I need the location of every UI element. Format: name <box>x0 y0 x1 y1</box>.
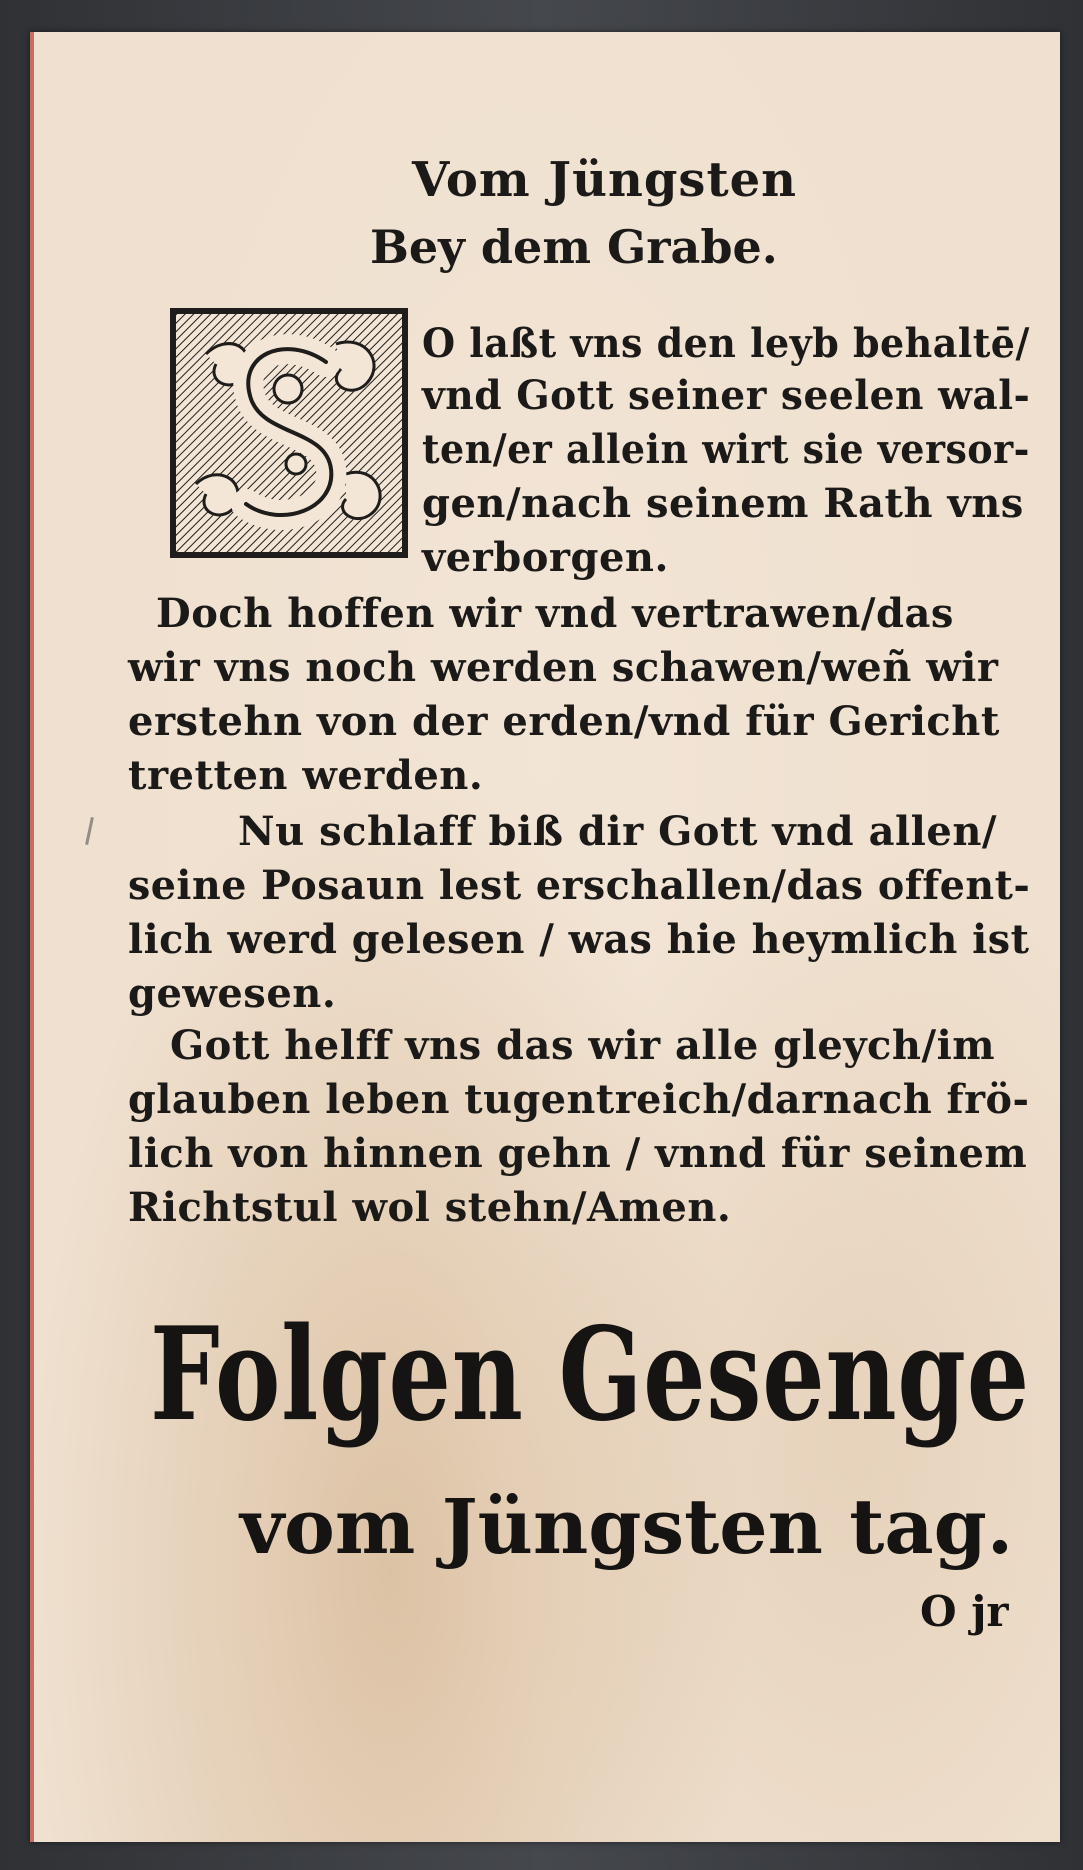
heading-line-1: Vom Jüngsten <box>412 152 798 208</box>
decorated-initial <box>170 308 408 558</box>
section-subtitle: vom Jüngsten tag. <box>240 1482 1014 1571</box>
text-line: Gott helff vns das wir alle gleych/im <box>170 1022 996 1069</box>
text-line: verborgen. <box>422 534 669 581</box>
catchword: O jr <box>920 1587 1009 1636</box>
text-line: seine Posaun lest erschallen/das offent- <box>128 862 1031 909</box>
ornament-icon <box>176 314 402 552</box>
text-line: gen/nach seinem Rath vns <box>422 480 1024 527</box>
text-line: glauben leben tugentreich/darnach frö- <box>128 1076 1030 1123</box>
text-line: ten/er allein wirt sie versor- <box>422 426 1030 473</box>
section-title: Folgen Gesenge <box>150 1300 1030 1450</box>
page <box>30 32 1060 1842</box>
text-line: tretten werden. <box>128 752 484 799</box>
text-line: vnd Gott seiner seelen wal- <box>422 372 1031 419</box>
text-line: wir vns noch werden schawen/weñ wir <box>128 644 999 691</box>
heading-line-2: Bey dem Grabe. <box>370 220 778 274</box>
text-line: Nu schlaff biß dir Gott vnd allen/ <box>238 808 998 855</box>
text-line: Richtstul wol stehn/Amen. <box>128 1184 732 1231</box>
text-line: erstehn von der erden/vnd für Gericht <box>128 698 1000 745</box>
text-line: O laßt vns den leyb behaltē/ <box>422 320 1030 367</box>
text-line: lich werd gelesen / was hie heymlich ist <box>128 916 1030 963</box>
pencil-mark <box>85 817 94 845</box>
text-line: gewesen. <box>128 970 337 1017</box>
text-line: Doch hoffen wir vnd vertrawen/das <box>156 590 954 637</box>
text-line: lich von hinnen gehn / vnnd für seinem <box>128 1130 1028 1177</box>
